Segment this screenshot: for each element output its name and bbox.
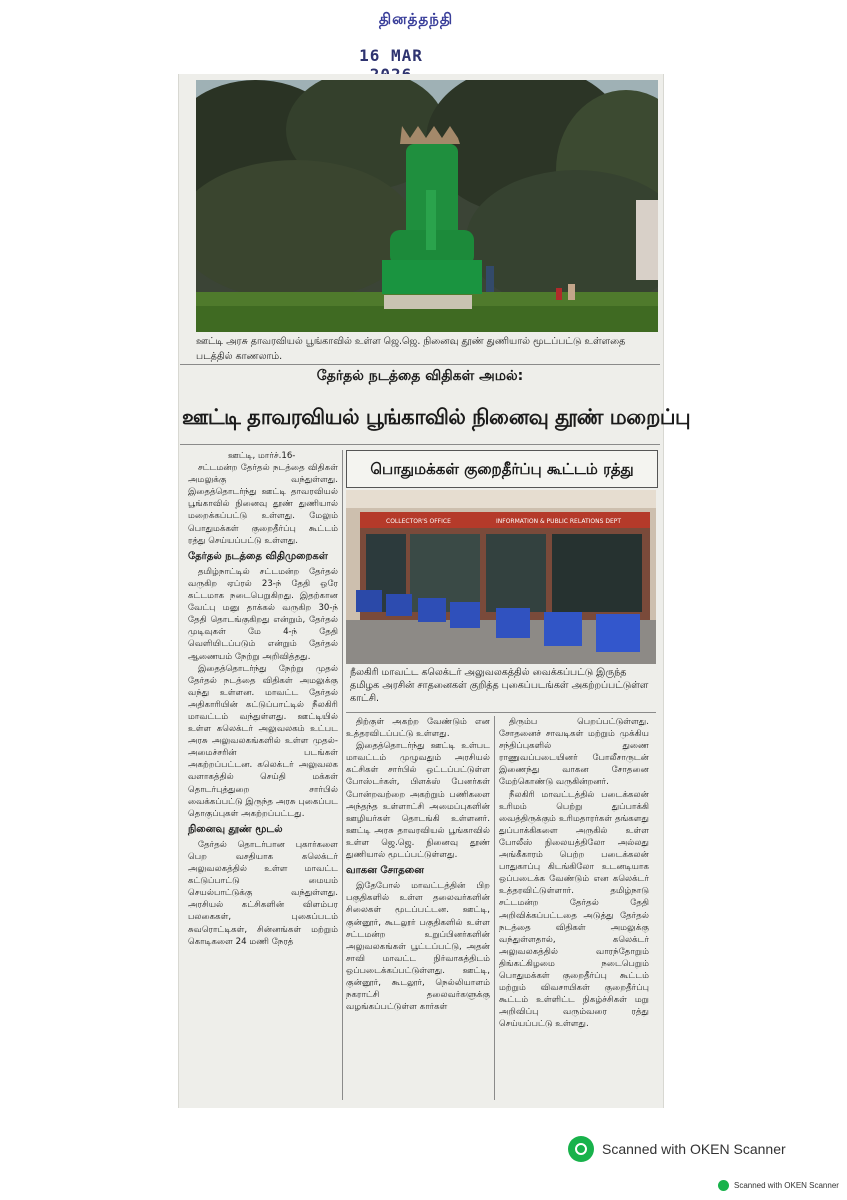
intro-paragraph: சட்டமன்ற தேர்தல் நடத்தை விதிகள் அமலுக்கு வந்துள்ளது. இதைத்தொடர்ந்து ஊட்டி தாவரவியல் பூங்காவில் நினைவு தூண் துணியால் மறைக்கப்பட்டு உள்ளது. மேலும் பொதுமக்கள் குறைதீர்ப்பு கூட்டம் ரத்து செய்யப்பட்டு உள்ளது. [188, 463, 338, 546]
divider [346, 712, 656, 713]
paragraph: திரும்ப பெறப்பட்டுள்ளது. சோதனைச் சாவடிகள் மற்றும் முக்கிய சந்திப்புகளில் துணை ராணுவப்படையினர் போலீசாருடன் இணைந்து வாகன சோதனை மேற்கொண்டு வருகின்றனர். [499, 717, 649, 788]
oken-scanner-logo-icon [568, 1136, 594, 1162]
scanner-small-label: Scanned with OKEN Scanner [734, 1181, 839, 1190]
paragraph: இதைத்தொடர்ந்து நேற்று முதல் தேர்தல் நடத்தை விதிகள் அமலுக்கு வந்து உள்ளன. மாவட்ட தேர்தல் அதிகாரியின் கட்டுப்பாட்டில் நீலகிரி மாவட்டம் வந்துள்ளது. ஊட்டியில் உள்ள கலெக்டர் அலுவலகம் உட்பட அரசு அலுவலகங்களில் உள்ள முதல்-அமைச்சரின் படங்கள் அகற்றப்பட்டன. கலெக்டர் அலுவலக வளாகத்தில் செய்தி மக்கள் தொடர்புத்துறை சார்பில் வைக்கப்பட்டு இருந்த அரசு புகைப்பட தொகுப்புகள் அகற்றப்பட்டது. [188, 663, 338, 819]
subheading-pillar-covered: நினைவு தூண் மூடல் [188, 823, 283, 835]
office-sign-right: INFORMATION & PUBLIC RELATIONS DEPT [496, 518, 622, 525]
date-stamp: 16 MAR [359, 46, 423, 65]
column-divider [494, 716, 495, 1100]
paragraph: நீலகிரி மாவட்டத்தில் படைக்கலன் உரிமம் பெற்று துப்பாக்கி வைத்திருக்கும் உரிமதாரர்கள் தங்களது துப்பாக்கிகளை அருகில் உள்ள போலீஸ் நிலையத்திலோ அல்லது அங்கீகாரம் பெற்ற படைக்கலன் பாதுகாப்பு கிடங்கிலோ உடனடியாக ஒப்படைக்க வேண்டும் என கலெக்டர் உத்தரவிட்டுள்ளார். தமிழ்நாடு சட்டமன்ற தேர்தல் தேதி அறிவிக்கப்பட்டதை அடுத்து தேர்தல் நடத்தை விதிகள் அமலுக்கு வந்துள்ளதால், கலெக்டர் அலுவலகத்தில் வாரந்தோறும் திங்கட்கிழமை நடைபெறும் பொதுமக்கள் குறைதீர்ப்பு கூட்டம் மற்றும் விவசாயிகள் குறைதீர்ப்பு கூட்டம் உள்ளிட்ட நிகழ்ச்சிகள் மறு அறிவிப்பு வரும்வரை ரத்து செய்யப்பட்டு உள்ளது. [499, 789, 649, 1030]
subheading-election-rules: தேர்தல் நடத்தை விதிமுறைகள் [188, 550, 328, 562]
office-photo-caption: நீலகிரி மாவட்ட கலெக்டர் அலுவலகத்தில் வைக்கப்பட்டு இருந்த தமிழக அரசின் சாதனைகள் குறித்த புகைப்படங்கள் அகற்றப்பட்டுள்ள காட்சி. [350, 667, 649, 704]
newspaper-masthead: தினத்தந்தி [378, 10, 454, 28]
article-headline: ஊட்டி தாவரவியல் பூங்காவில் நினைவு தூண் மறைப்பு [182, 405, 691, 429]
column-divider [342, 450, 343, 1100]
article-column-3 [499, 716, 649, 1100]
photo-caption: ஊட்டி அரசு தாவரவியல் பூங்காவில் உள்ள ஜெ.ஜெ. நினைவு தூண் துணியால் மூடப்பட்டு உள்ளதை படத்தில் காணலாம். [196, 336, 626, 362]
paragraph: தேர்தல் தொடர்பான புகார்களை பெற வசதியாக கலெக்டர் அலுவலகத்தில் உள்ள மாவட்ட கட்டுப்பாட்டு மையம் செயல்பாட்டுக்கு வந்துள்ளது. அரசியல் கட்சிகளின் விளம்பர பலகைகள், புகைப்படம் சுவரொட்டிகள், சின்னங்கள் மற்றும் கொடிகளை 24 மணி நேரத் [188, 839, 338, 947]
article-kicker: தேர்தல் நடத்தை விதிகள் அமல்: [316, 368, 524, 384]
article-column-1 [188, 450, 338, 1100]
office-sign-left: COLLECTOR'S OFFICE [386, 518, 451, 525]
scanner-label: Scanned with OKEN Scanner [602, 1141, 786, 1157]
paragraph: இதைத்தொடர்ந்து ஊட்டி உள்பட மாவட்டம் முழுவதும் அரசியல் கட்சிகள் சார்பில் ஒட்டப்பட்டுள்ள போஸ்டர்கள், பிளக்ஸ் பேனர்கள் போன்றவற்றை அகற்றும் பணிகளை அந்தந்த உள்ளாட்சி அமைப்புகளின் ஊழியர்கள் தொடங்கி உள்ளனர். ஊட்டி அரசு தாவரவியல் பூங்காவில் உள்ள ஜெ.ஜெ. நினைவு தூண் துணியால் மூடப்பட்டுள்ளது. [346, 741, 490, 861]
divider [180, 364, 660, 365]
paragraph: இதேபோல் மாவட்டத்தின் பிற பகுதிகளில் உள்ள தலைவர்களின் சிலைகள் மூடப்பட்டன. ஊட்டி, குன்னூர், கூடலூர் பகுதிகளில் உள்ள சட்டமன்ற உறுப்பினர்களின் அலுவலகங்கள் பூட்டப்பட்டு, அதன் சாவி மாவட்ட நிர்வாகத்திடம் ஒப்படைக்கப்பட்டுள்ளது. ஊட்டி, குன்னூர், கூடலூர், நெல்லியாளம் நகராட்சி தலைவர்களுக்கு வழங்கப்பட்டுள்ள கார்கள் [346, 881, 490, 1013]
office-interior-image [346, 490, 656, 664]
subheading-vehicle-check: வாகன சோதனை [346, 865, 424, 877]
secondary-headline: பொதுமக்கள் குறைதீர்ப்பு கூட்டம் ரத்து [346, 450, 658, 488]
paragraph: திற்குள் அகற்ற வேண்டும் என உத்தரவிடப்பட்டு உள்ளது. [346, 717, 490, 740]
dateline: ஊட்டி, மார்ச்.16- [228, 451, 296, 461]
memorial-pillar-photo [196, 80, 658, 332]
divider [180, 444, 660, 445]
scanner-watermark-small [718, 1180, 839, 1191]
park-scene-image [196, 80, 658, 332]
paragraph: தமிழ்நாட்டில் சட்டமன்ற தேர்தல் வருகிற ஏப்ரல் 23-ந் தேதி ஒரே கட்டமாக நடைபெறுகிறது. இதற்கான வேட்பு மனு தாக்கல் வருகிற 30-ந் தேதி தொடங்குகிறது என்றும், தேர்தல் முடிவுகள் மே 4-ந் தேதி வெளியிடப்படும் என்றும் தேர்தல் ஆணையம் நேற்று அறிவித்தது. [188, 566, 338, 662]
scanner-watermark [568, 1136, 786, 1162]
oken-scanner-small-logo-icon [718, 1180, 729, 1191]
collector-office-photo [346, 490, 656, 664]
article-column-2 [346, 716, 490, 1100]
